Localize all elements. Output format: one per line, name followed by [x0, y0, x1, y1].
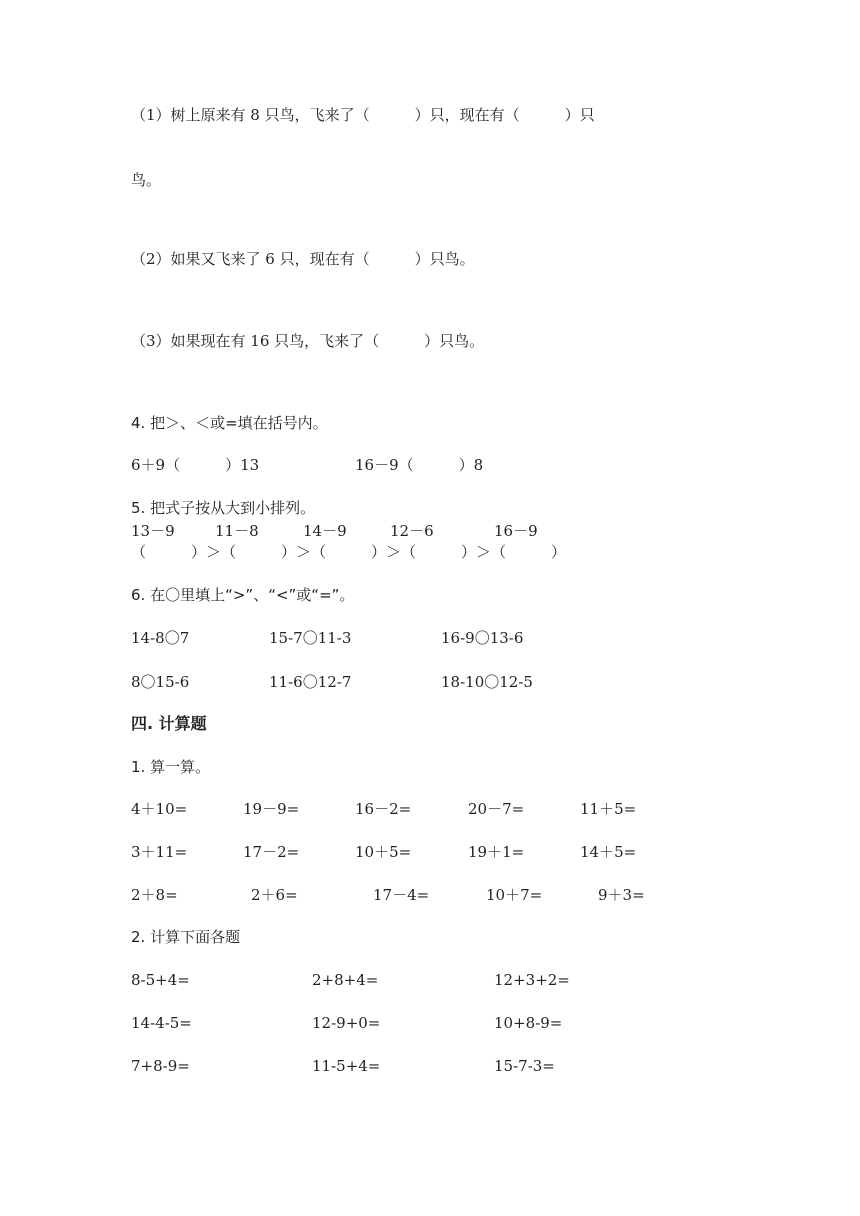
s4-q1-r2-c1: 3＋11= [131, 843, 188, 861]
s4-q2-r1-c1: 8-5+4= [131, 971, 190, 989]
q6-r1-c3: 16-9〇13-6 [441, 629, 524, 647]
s4-q1-r3-c2: 2＋6= [251, 886, 298, 904]
s4-q2-r3-c2: 11-5+4= [312, 1057, 381, 1075]
s4-q1-title: 1. 算一算。 [131, 758, 211, 776]
q5-expr-5: 16－9 [494, 522, 538, 540]
q5-expr-2: 11－8 [215, 522, 259, 540]
s4-q2-r1-c2: 2+8+4= [312, 971, 379, 989]
q5-expr-4: 12－6 [390, 522, 434, 540]
q3-part3: （3）如果现在有 16 只鸟，飞来了（ ）只鸟。 [131, 332, 485, 350]
q3-part1-line1: （1）树上原来有 8 只鸟，飞来了（ ）只，现在有（ ）只 [131, 106, 595, 124]
q6-r2-c2: 11-6〇12-7 [269, 673, 352, 691]
s4-q1-r3-c3: 17－4= [373, 886, 430, 904]
q3-part1-line2: 鸟。 [131, 171, 162, 189]
q4-title: 4. 把＞、＜或=填在括号内。 [131, 414, 328, 432]
s4-q2-r2-c2: 12-9+0= [312, 1014, 381, 1032]
s4-q1-r2-c3: 10＋5= [355, 843, 412, 861]
q5-expr-1: 13－9 [131, 522, 175, 540]
s4-q1-r2-c4: 19＋1= [468, 843, 525, 861]
s4-q1-r1-c1: 4＋10= [131, 800, 188, 818]
s4-q1-r3-c1: 2＋8= [131, 886, 178, 904]
q3-part2: （2）如果又飞来了 6 只，现在有（ ）只鸟。 [131, 250, 475, 268]
q6-title: 6. 在〇里填上“>”、“<”或“=”。 [131, 586, 355, 604]
q6-r1-c1: 14-8〇7 [131, 629, 190, 647]
s4-q1-r1-c4: 20－7= [468, 800, 525, 818]
section-4-title: 四. 计算题 [131, 714, 207, 733]
s4-q1-r2-c2: 17－2= [243, 843, 300, 861]
s4-q2-r2-c3: 10+8-9= [494, 1014, 563, 1032]
q4-item-1: 6＋9（ ）13 [131, 456, 260, 474]
s4-q1-r3-c4: 10＋7= [486, 886, 543, 904]
q4-item-2: 16－9（ ）8 [355, 456, 484, 474]
q6-r2-c1: 8〇15-6 [131, 673, 190, 691]
q5-title: 5. 把式子按从大到小排列。 [131, 499, 316, 517]
s4-q2-title: 2. 计算下面各题 [131, 928, 241, 946]
s4-q1-r1-c3: 16－2= [355, 800, 412, 818]
s4-q1-r1-c2: 19－9= [243, 800, 300, 818]
s4-q2-r2-c1: 14-4-5= [131, 1014, 192, 1032]
q5-expr-3: 14－9 [303, 522, 347, 540]
q6-r1-c2: 15-7〇11-3 [269, 629, 352, 647]
s4-q1-r2-c5: 14＋5= [580, 843, 637, 861]
q6-r2-c3: 18-10〇12-5 [441, 673, 533, 691]
s4-q1-r3-c5: 9＋3= [598, 886, 645, 904]
s4-q2-r3-c3: 15-7-3= [494, 1057, 555, 1075]
q5-blanks: （ ）＞（ ）＞（ ）＞（ ）＞（ ） [131, 543, 567, 561]
s4-q2-r1-c3: 12+3+2= [494, 971, 570, 989]
s4-q1-r1-c5: 11＋5= [580, 800, 637, 818]
s4-q2-r3-c1: 7+8-9= [131, 1057, 190, 1075]
